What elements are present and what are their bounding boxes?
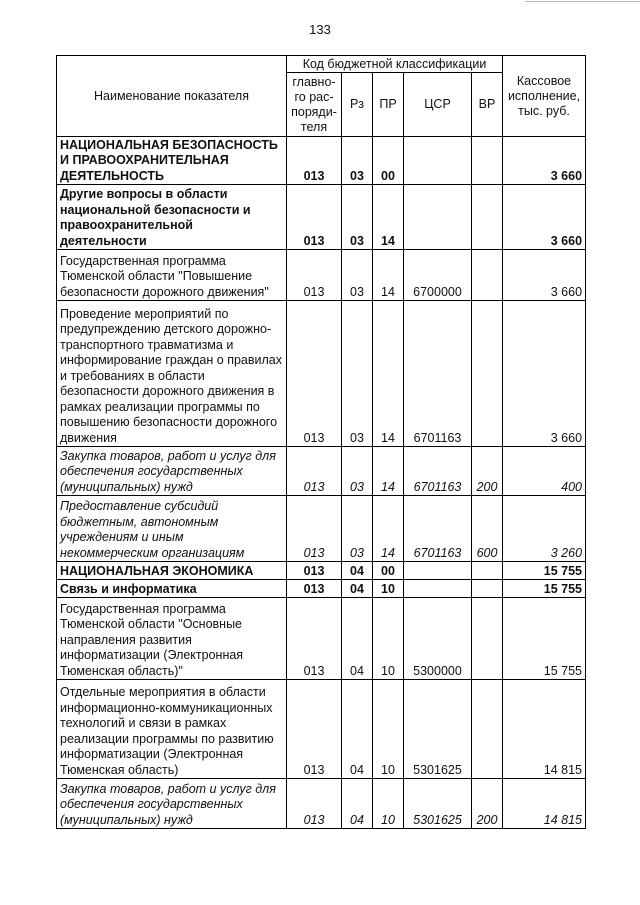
row-vr [472,301,503,447]
row-name: Закупка товаров, работ и услуг для обеспечения государственных (муниципальных) нужд [57,447,287,496]
row-vr [472,580,503,598]
row-admin: 013 [287,580,342,598]
row-rz: 04 [342,562,373,580]
row-csr [404,562,472,580]
row-rz: 03 [342,496,373,562]
header-amount: Кассовое исполнение, тыс. руб. [503,56,586,137]
table-row [57,185,586,250]
row-amount: 15 755 [503,580,586,598]
row-name: НАЦИОНАЛЬНАЯ ЭКОНОМИКА [57,562,287,580]
row-pr: 10 [373,580,404,598]
row-name: Закупка товаров, работ и услуг для обеспечения государственных (муниципальных) нужд [57,779,287,829]
row-csr: 5301625 [404,680,472,779]
page-number: 133 [309,22,331,37]
row-admin: 013 [287,137,342,185]
row-rz: 03 [342,185,373,250]
row-vr [472,598,503,680]
table-row [57,496,586,562]
row-amount: 14 815 [503,680,586,779]
row-amount: 3 260 [503,496,586,562]
table-row [57,301,586,447]
row-amount: 3 660 [503,301,586,447]
header-main-admin: главно-го рас-поряди-теля [287,73,342,137]
row-vr [472,137,503,185]
row-vr [472,680,503,779]
row-rz: 04 [342,580,373,598]
table-row [57,447,586,496]
row-csr: 5301625 [404,779,472,829]
row-amount: 14 815 [503,779,586,829]
row-amount: 3 660 [503,250,586,301]
row-pr: 14 [373,301,404,447]
row-csr: 6700000 [404,250,472,301]
row-vr [472,250,503,301]
row-admin: 013 [287,185,342,250]
row-admin: 013 [287,496,342,562]
row-name: Другие вопросы в области национальной безопасности и правоохранительной деятельности [57,185,287,250]
table-row [57,562,586,580]
row-rz: 04 [342,598,373,680]
row-csr: 5300000 [404,598,472,680]
header-rz: Рз [342,73,373,137]
row-admin: 013 [287,301,342,447]
row-pr: 00 [373,562,404,580]
row-amount: 3 660 [503,137,586,185]
row-pr: 10 [373,779,404,829]
row-vr: 200 [472,779,503,829]
row-admin: 013 [287,562,342,580]
row-csr [404,580,472,598]
header-vr: ВР [472,73,503,137]
row-admin: 013 [287,447,342,496]
row-name: Отдельные мероприятия в области информационно-коммуникационных технологий и связи в рамках реализации программы по развитию информатизации (Электронная Тюменская область) [57,680,287,779]
row-admin: 013 [287,250,342,301]
row-name: Связь и информатика [57,580,287,598]
table-row [57,580,586,598]
row-csr [404,185,472,250]
header-name: Наименование показателя [57,56,287,137]
row-csr: 6701163 [404,496,472,562]
table-row [57,779,586,829]
row-vr: 600 [472,496,503,562]
row-rz: 03 [342,250,373,301]
top-edge-line [525,1,640,2]
header-code-group: Код бюджетной классификации [287,56,503,73]
budget-table [56,55,586,829]
header-csr: ЦСР [404,73,472,137]
table-row [57,598,586,680]
table-row [57,680,586,779]
row-csr [404,137,472,185]
row-vr [472,562,503,580]
row-csr: 6701163 [404,301,472,447]
row-pr: 10 [373,680,404,779]
row-name: Государственная программа Тюменской области "Повышение безопасности дорожного движения" [57,250,287,301]
row-pr: 14 [373,185,404,250]
header-pr: ПР [373,73,404,137]
row-pr: 14 [373,447,404,496]
row-name: Предоставление субсидий бюджетным, автономным учреждениям и иным некоммерческим организациям [57,496,287,562]
row-pr: 00 [373,137,404,185]
row-rz: 03 [342,301,373,447]
row-rz: 04 [342,779,373,829]
row-pr: 14 [373,496,404,562]
row-vr: 200 [472,447,503,496]
row-csr: 6701163 [404,447,472,496]
row-amount: 15 755 [503,598,586,680]
row-vr [472,185,503,250]
table-row [57,137,586,185]
row-rz: 04 [342,680,373,779]
row-admin: 013 [287,680,342,779]
row-name: Государственная программа Тюменской области "Основные направления развития информатизации (Электронная Тюменская область)" [57,598,287,680]
row-admin: 013 [287,779,342,829]
row-admin: 013 [287,598,342,680]
table-row [57,250,586,301]
row-amount: 15 755 [503,562,586,580]
row-name: НАЦИОНАЛЬНАЯ БЕЗОПАСНОСТЬ И ПРАВООХРАНИТЕЛЬНАЯ ДЕЯТЕЛЬНОСТЬ [57,137,287,185]
row-name: Проведение мероприятий по предупреждению детского дорожно-транспортного травматизма и информирование граждан о правилах и требованиях в области безопасности дорожного движения в рамках реализации программы по повышению безопасности дорожного движения [57,301,287,447]
row-amount: 3 660 [503,185,586,250]
row-rz: 03 [342,137,373,185]
row-pr: 14 [373,250,404,301]
row-amount: 400 [503,447,586,496]
row-pr: 10 [373,598,404,680]
row-rz: 03 [342,447,373,496]
